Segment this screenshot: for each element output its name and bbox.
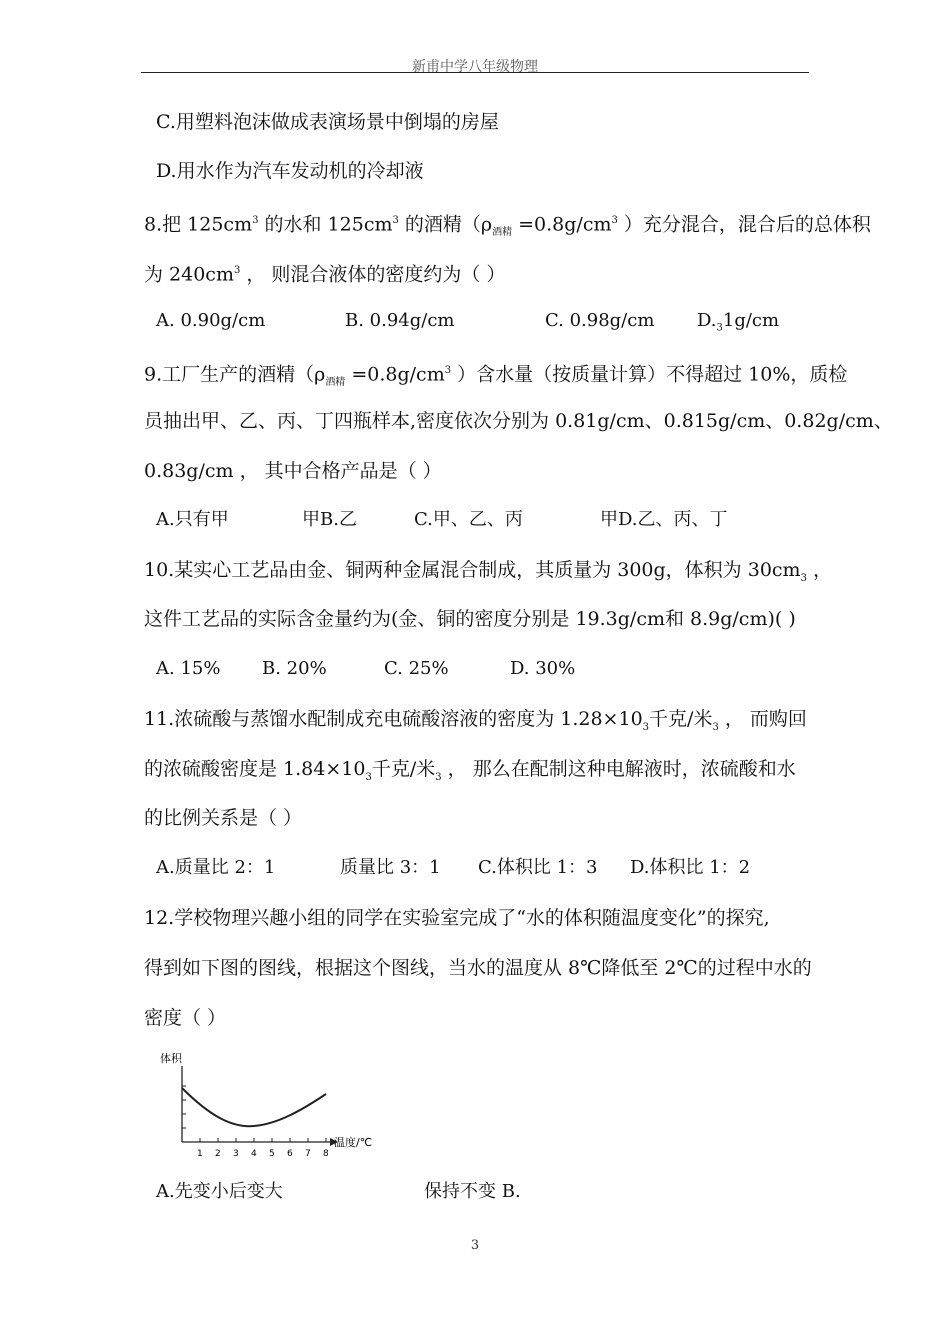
q8-line2: 为 $240cm^3$ ， 则混合液体的密度约为（ ） <box>144 263 506 286</box>
header-rule <box>141 72 809 73</box>
q11-line2: 的浓硫酸密度是 $1.84\times 10_3$千克/米$_3$ ， 那么在配制这种电解液时，浓硫酸和水 <box>144 758 796 783</box>
q11-line3: 的比例关系是（ ） <box>144 807 303 829</box>
q8-option-b: B. 0.94g/cm <box>345 310 455 331</box>
q8-option-d: $D._31g/cm$ <box>697 310 780 334</box>
q12-line3: 密度（ ） <box>144 1007 227 1029</box>
q11-option-a: A.质量比 2：1 <box>156 857 276 878</box>
q9-line2: 员抽出甲、乙、丙、丁四瓶样本,密度依次分别为 0.81g/cm、0.815g/cm、0.82g/cm、 <box>144 410 893 432</box>
graph-y-label: 体积 <box>160 1052 182 1065</box>
graph-x-label: 温度/℃ <box>334 1136 373 1149</box>
volume-temperature-graph <box>158 1048 398 1160</box>
q11-line1: 11.浓硫酸与蒸馏水配制成充电硫酸溶液的密度为 $1.28\times 10_3$千克/米$_3$ ， 而购回 <box>144 708 807 733</box>
q9-line3: 0.83g/cm ， 其中合格产品是（ ） <box>144 460 442 482</box>
x-tick-label: 6 <box>287 1149 293 1159</box>
q10-option-a: A. 15% <box>156 658 221 679</box>
page-header: 新甫中学八年级物理 <box>412 59 538 75</box>
q12-line2: 得到如下图的图线，根据这个图线，当水的温度从 8℃降低至 2℃的过程中水的 <box>144 957 812 979</box>
q12-option-b: 保持不变 B. <box>424 1181 521 1202</box>
graph-x-ticks <box>197 1138 329 1159</box>
q9-line1: 9.工厂生产的酒精（$\rho_{酒精} =0.8g/cm^3$ ）含水量（按质量计算）不得超过 10%，质检 <box>144 363 848 389</box>
x-tick-label: 7 <box>305 1149 311 1159</box>
q8-line1: 8.把 $125cm^3$ 的水和 $125cm^3$ 的酒精（$\rho_{酒精} =0.8g/cm^3$ ）充分混合，混合后的总体积 <box>144 213 871 239</box>
volume-curve <box>182 1088 326 1126</box>
q10-option-c: C. 25% <box>384 658 449 679</box>
x-tick-label: 3 <box>233 1149 239 1159</box>
q10-option-d: D. 30% <box>510 658 576 679</box>
q10-line2: 这件工艺品的实际含金量约为(金、铜的密度分别是 19.3g/cm和 8.9g/cm)( ) <box>144 608 796 630</box>
q10-line1: 10.某实心工艺品由金、铜两种金属混合制成，其质量为 300g，体积为 $30cm_3$ ， <box>144 559 832 584</box>
q11-option-b: 质量比 3：1 <box>340 857 441 878</box>
q12-line1: 12.学校物理兴趣小组的同学在实验室完成了“水的体积随温度变化”的探究, <box>144 907 770 929</box>
q9-option-c: C.甲、乙、丙 <box>414 509 523 530</box>
q11-option-d: D.体积比 1：2 <box>630 857 751 878</box>
q7-option-d: D.用水作为汽车发动机的冷却液 <box>156 160 424 182</box>
x-tick-label: 8 <box>323 1149 329 1159</box>
x-tick-label: 1 <box>197 1149 203 1159</box>
q8-option-c: C. 0.98g/cm <box>545 310 655 331</box>
q12-option-a: A.先变小后变大 <box>156 1181 283 1202</box>
q9-option-b: 甲B.乙 <box>302 509 357 530</box>
page-number: 3 <box>470 1238 480 1253</box>
q11-option-c: C.体积比 1：3 <box>478 857 598 878</box>
x-tick-label: 2 <box>215 1149 221 1159</box>
q9-option-d: 甲D.乙、丙、丁 <box>600 509 728 530</box>
q7-option-c: C.用塑料泡沫做成表演场景中倒塌的房屋 <box>156 111 499 133</box>
q10-option-b: B. 20% <box>262 658 327 679</box>
q9-option-a: A.只有甲 <box>156 509 229 530</box>
x-tick-label: 5 <box>269 1149 275 1159</box>
q8-option-a: A. 0.90g/cm <box>156 310 266 331</box>
x-tick-label: 4 <box>251 1149 257 1159</box>
